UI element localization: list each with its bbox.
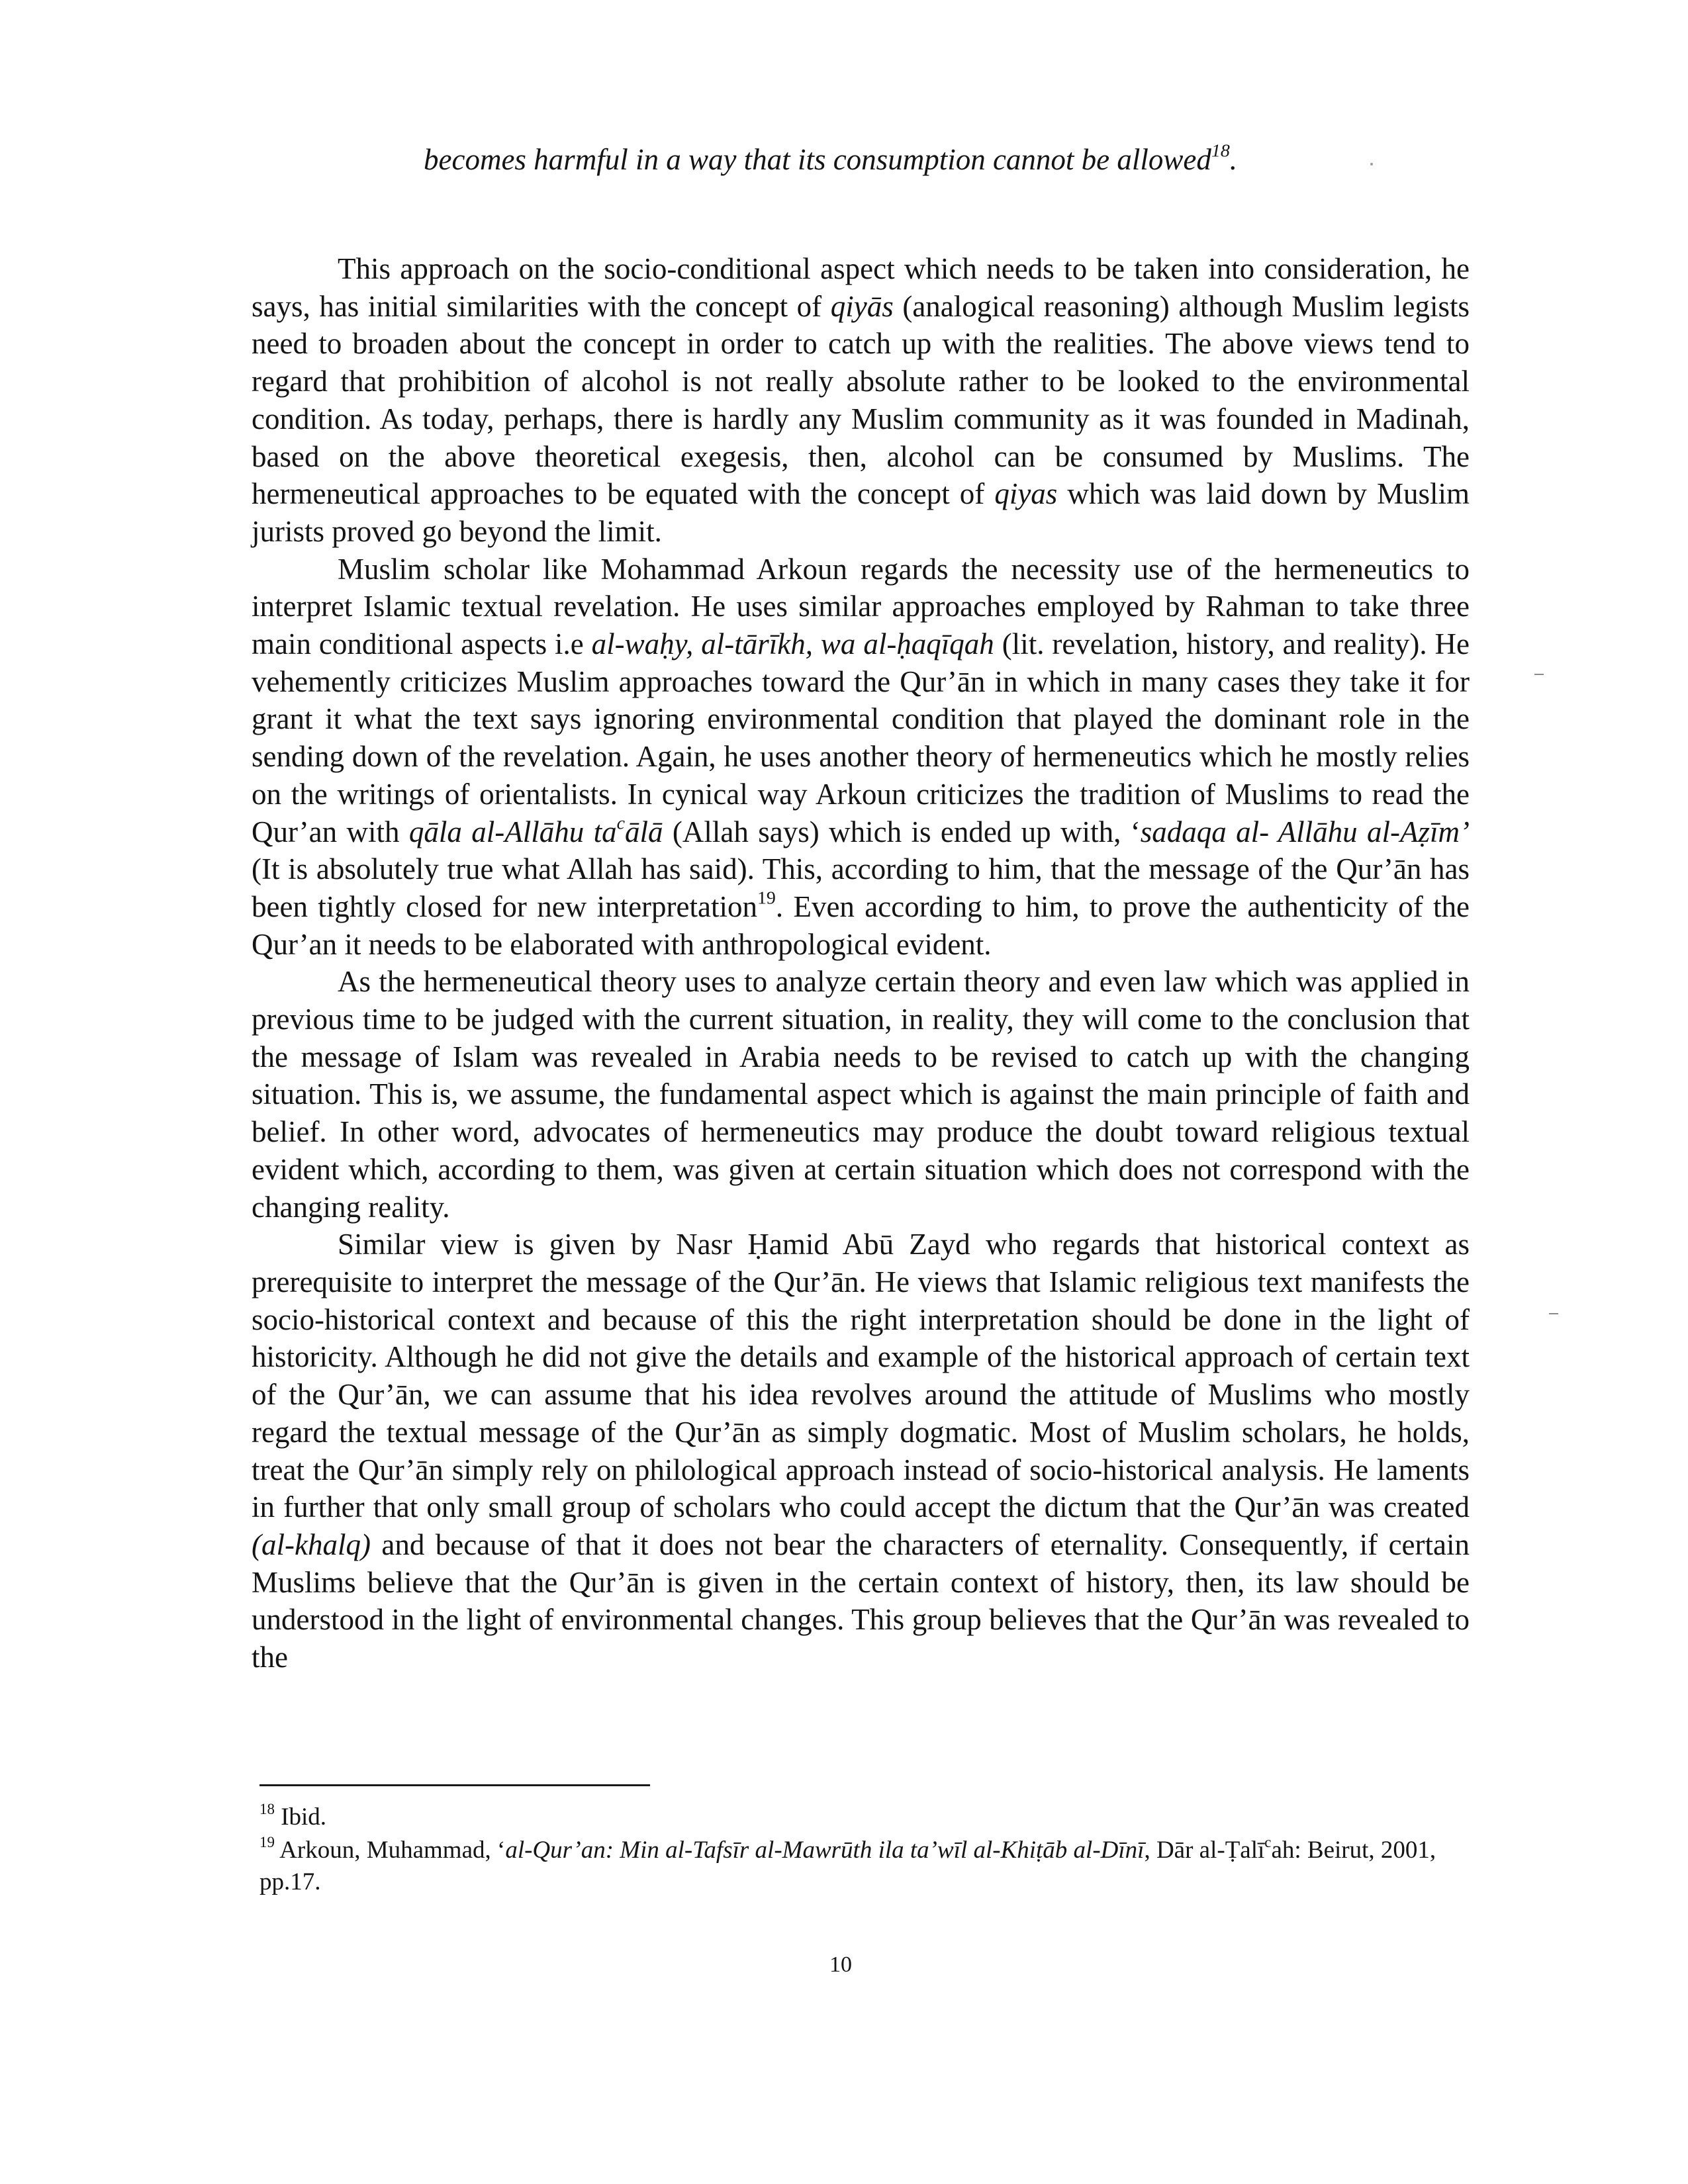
term-qiyas-2: qiyas xyxy=(994,477,1058,511)
text-run: Muslim scholar like Mohammad Arkoun regards the necessity use of the hermeneutics to interpret Islamic textual revelation. He uses similar approaches employed by Rahman to take three main conditional aspects i.e xyxy=(252,552,1470,661)
paragraph-3: As the hermeneutical theory uses to analyze certain theory and even law which was applied in previous time to be judged with the current situation, in reality, they will come to the conclusion that the message of Islam was revealed in Arabia needs to be revised to catch up with the changing situation. This is, we assume, the fundamental aspect which is against the main principle of faith and belief. In other word, advocates of hermeneutics may produce the doubt toward religious textual evident which, according to them, was given at certain situation which does not correspond with the changing reality. xyxy=(252,965,1470,1224)
term-sadaqa: sadaqa al- Allāhu al-Aẓīm’ xyxy=(1140,815,1470,848)
quote-end: . xyxy=(1229,143,1238,176)
scan-mark xyxy=(1549,1313,1558,1314)
quote-text: becomes harmful in a way that its consumption cannot be allowed xyxy=(424,143,1211,176)
scan-dot xyxy=(1370,163,1373,165)
text-run: (lit. revelation, history, and reality). He vehemently criticizes Muslim approaches toward the Qur’ān in which in many cases they take it for grant it what the text says ignoring environmental condition that played the dominant role in the sending down of the revelation. Again, he uses another theory of hermeneutics which he mostly relies on the writings of orientalists. In cynical way Arkoun criticizes the tradition of Muslims to read the Qur’an with xyxy=(252,627,1470,848)
text-run: which was laid down by Muslim jurists proved go beyond the limit. xyxy=(252,477,1470,548)
term-part: qāla al-Allāhu ta xyxy=(408,815,617,848)
footnote-text: , Dār al-Ṭalī xyxy=(1144,1837,1265,1864)
footnote-sup: c xyxy=(1264,1833,1272,1850)
text-run: (analogical reasoning) although Muslim legists need to broaden about the concept in order to catch up with the realities. The above views tend to regard that prohibition of alcohol is not really absolute rather to be looked to the environmental condition. As today, perhaps, there is hardly any Muslim community as it was founded in Madinah, based on the above theoretical exegesis, then, alcohol can be consumed by Muslims. The hermeneutical approaches to be equated with the concept of xyxy=(252,289,1470,511)
footnote-text: Arkoun, Muhammad, ‘ xyxy=(274,1837,506,1864)
block-quote xyxy=(424,140,1264,179)
term-qala xyxy=(409,815,663,848)
footnote-divider xyxy=(259,1784,650,1786)
footnote-text: Ibid. xyxy=(274,1803,327,1831)
scan-mark xyxy=(1534,674,1544,675)
text-run: This approach on the socio-conditional aspect which needs to be taken into consideration, he says, has initial similarities with the concept of xyxy=(252,252,1470,323)
term-al-khalq: (al-khalq) xyxy=(252,1527,371,1561)
text-run: (It is absolutely true what Allah has said). This, according to him, that the message of the Qur’ān has been tightly closed for new interpretation xyxy=(252,852,1470,923)
paragraph-1 xyxy=(252,250,1470,551)
footnote-number: 19 xyxy=(259,1833,275,1850)
footnote-19 xyxy=(259,1835,1464,1898)
text-run: and because of that it does not bear the characters of eternality. Consequently, if certain Muslims believe that the Qur’ān is given in the certain context of history, then, its law should be understood in the light of environmental changes. This group believes that the Qur’ān was revealed to the xyxy=(252,1527,1470,1674)
term-part: ālā xyxy=(625,815,663,848)
term-sup: c xyxy=(616,813,626,834)
text-run: (Allah says) which is ended up with, ‘ xyxy=(663,815,1141,848)
body-text xyxy=(252,250,1470,1676)
paragraph-4 xyxy=(252,1226,1470,1676)
footnote-ref-19[interactable]: 19 xyxy=(757,887,776,909)
footnote-text: ah: Beirut, 2001, pp.17. xyxy=(259,1837,1436,1895)
footnote-18 xyxy=(259,1801,1464,1833)
text-run: . Even according to him, to prove the authenticity of the Qur’an it needs to be elaborated with anthropological evident. xyxy=(252,889,1470,961)
term-arabic: al-waḥy, al-tārīkh, wa al-ḥaqīqah xyxy=(591,627,994,661)
footnote-number: 18 xyxy=(259,1800,275,1817)
footnote-book-title: al-Qur’an: Min al-Tafsīr al-Mawrūth ila ta’wīl al-Khiṭāb al-Dīnī xyxy=(505,1837,1145,1864)
text-run: Similar view is given by Nasr Ḥamid Abū Zayd who regards that historical context as prerequisite to interpret the message of the Qur’ān. He views that Islamic religious text manifests the socio-historical context and because of this the right interpretation should be done in the light of historicity. Although he did not give the details and example of the historical approach of certain text of the Qur’ān, we can assume that his idea revolves around the attitude of Muslims who mostly regard the textual message of the Qur’ān as simply dogmatic. Most of Muslim scholars, he holds, treat the Qur’ān simply rely on philological approach instead of socio-historical analysis. He laments in further that only small group of scholars who could accept the dictum that the Qur’ān was created xyxy=(252,1228,1470,1524)
paragraph-2 xyxy=(252,551,1470,964)
footnotes xyxy=(259,1801,1464,1899)
term-qiyas: qiyās xyxy=(830,289,894,323)
page-number: 10 xyxy=(829,1952,852,1977)
footnote-ref-18[interactable]: 18 xyxy=(1211,140,1230,161)
